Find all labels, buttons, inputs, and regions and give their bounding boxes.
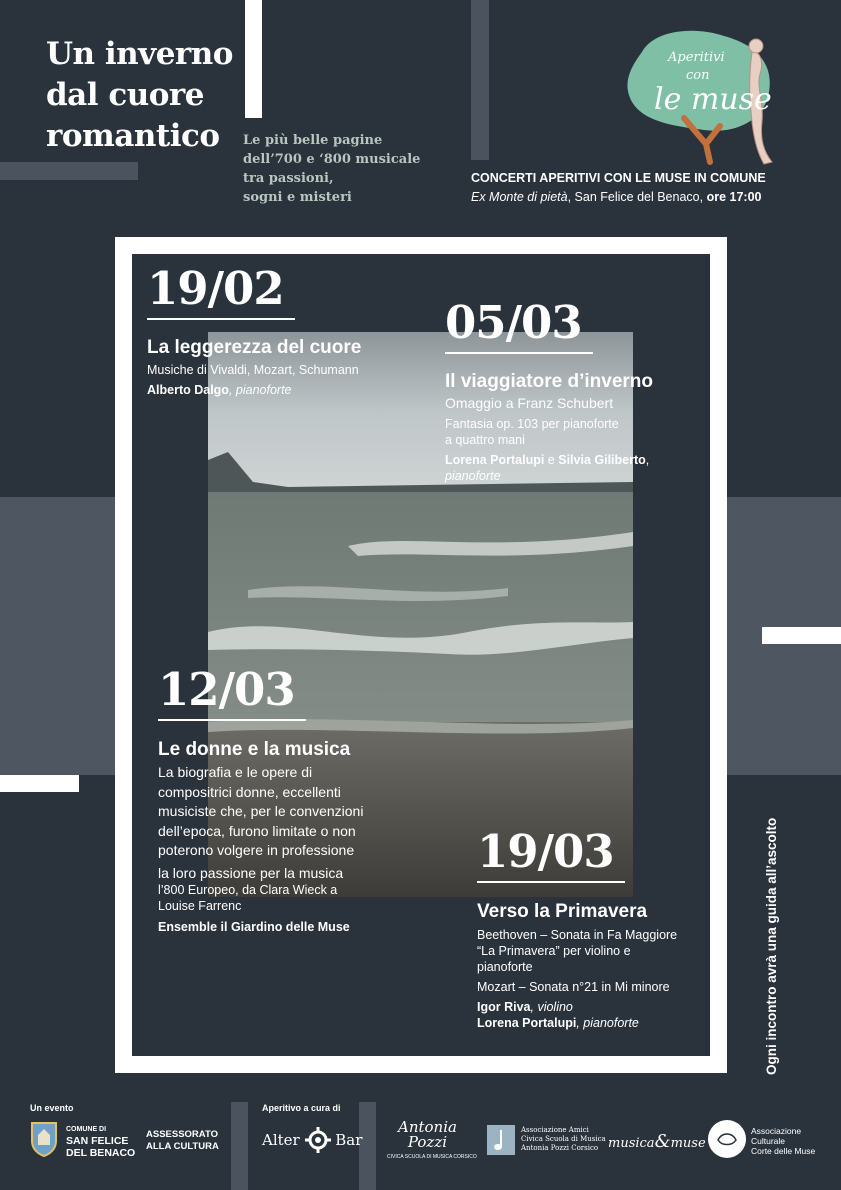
series-heading: CONCERTI APERITIVI CON LE MUSE IN COMUNE: [471, 171, 766, 185]
amici-name: [521, 1126, 606, 1153]
decor-bar-white-left: [0, 775, 79, 792]
description-line: compositrici donne, eccellenti: [158, 783, 341, 800]
event-program: [477, 927, 677, 995]
performer-instrument: , pianoforte: [576, 1016, 639, 1030]
performer-instrument: , violino: [530, 1000, 573, 1014]
program-line: “La Primavera” per violino e: [477, 944, 631, 958]
comune-line: DEL BENACO: [66, 1147, 136, 1159]
performer-name: Lorena Portalupi: [477, 1016, 577, 1030]
event-program: [445, 416, 619, 448]
event-date: 12/03: [158, 663, 295, 716]
event-title: Il viaggiatore d’inverno: [445, 371, 653, 392]
footer-un-evento: Un evento: [30, 1103, 74, 1113]
subtitle-line: sogni e misteri: [243, 190, 352, 205]
event-date: 19/02: [147, 262, 284, 315]
note-icon: [487, 1125, 515, 1155]
aperitivi-logo: [624, 22, 784, 167]
performer-instrument: , pianoforte: [228, 383, 292, 397]
comune-line: SAN FELICE: [66, 1135, 129, 1147]
performer-name: Igor Riva: [477, 1000, 531, 1014]
program-line: a quattro mani: [445, 433, 525, 447]
side-note: Ogni incontro avrà una guida all’ascolto: [764, 817, 779, 1075]
assessorato-line: ALLA CULTURA: [146, 1141, 219, 1152]
comune-name: [66, 1125, 135, 1159]
performer-comma: ,: [645, 453, 650, 467]
event-performer: [477, 999, 639, 1031]
venue-place: , San Felice del Benaco,: [567, 190, 707, 204]
venue-name: Ex Monte di pietà: [471, 190, 568, 204]
event-date: 05/03: [445, 296, 582, 349]
decor-bar-gray-top: [471, 0, 489, 160]
footer-aperitivo: Aperitivo a cura di: [262, 1103, 341, 1113]
muse-word: muse: [670, 1136, 706, 1151]
page-title: [46, 34, 233, 157]
alterbar-bar: Bar: [335, 1131, 363, 1149]
musica-word: musica: [608, 1136, 655, 1151]
subtitle-line: tra passioni,: [243, 171, 334, 186]
pozzi-logo: [398, 1120, 457, 1150]
venue-time: ore 17:00: [706, 190, 762, 204]
date-underline: [147, 318, 295, 320]
description-line: poterono volgere in professione: [158, 842, 355, 858]
event-date: 19/03: [477, 825, 614, 878]
description-line: la loro passione per la musica: [158, 864, 344, 881]
musica-muse-logo: [608, 1131, 706, 1152]
alterbar-logo: [262, 1127, 362, 1157]
amici-line: Antonia Pozzi Corsico: [521, 1144, 599, 1152]
logo-line: con: [686, 68, 710, 83]
corte-logo-icon: [708, 1120, 746, 1158]
amici-line: Civica Scuola di Musica: [521, 1135, 606, 1143]
event-performer: [147, 382, 292, 398]
event-performer: Ensemble il Giardino delle Muse: [158, 920, 350, 934]
decor-bar-left: [0, 162, 138, 180]
venue-line: [471, 190, 761, 204]
title-line: dal cuore: [46, 77, 204, 113]
assessorato-line: ASSESSORATO: [146, 1129, 218, 1140]
corte-line: Corte delle Muse: [751, 1146, 816, 1156]
event-subtitle: Omaggio a Franz Schubert: [445, 395, 614, 411]
date-underline: [158, 719, 306, 721]
program-line: Fantasia op. 103 per pianoforte: [445, 417, 619, 431]
gear-icon: [305, 1127, 331, 1153]
event-title: Le donne e la musica: [158, 739, 351, 760]
performer-name: Silvia Giliberto: [558, 453, 646, 467]
performer-instrument: pianoforte: [445, 469, 501, 483]
pozzi-subtitle: CIVICA SCUOLA DI MUSICA CORSICO: [387, 1154, 477, 1160]
page-subtitle: [243, 131, 420, 207]
event-program: Musiche di Vivaldi, Mozart, Schumann: [147, 363, 359, 377]
logo-line: le muse: [654, 82, 772, 117]
event-description: [158, 763, 363, 883]
amici-line: Associazione Amici: [521, 1126, 589, 1134]
program-line: Mozart – Sonata n°21 in Mi minore: [477, 980, 670, 994]
comune-line: COMUNE DI: [66, 1126, 107, 1133]
performer-name: Alberto Dalgo: [147, 383, 229, 397]
ampersand-icon: &: [654, 1131, 671, 1152]
description-line: La biografia e le opere di: [158, 764, 313, 780]
corte-line: Culturale: [751, 1136, 786, 1146]
event-performer: [445, 452, 649, 484]
program-line: pianoforte: [477, 960, 533, 974]
date-underline: [445, 352, 593, 354]
comune-crest-icon: [30, 1121, 58, 1157]
program-line: Louise Farrenc: [158, 899, 242, 913]
alterbar-alter: Alter: [262, 1131, 300, 1149]
description-line: dell’epoca, furono limitate o non: [158, 822, 356, 839]
pozzi-line: Pozzi: [407, 1133, 448, 1151]
subtitle-line: dell’700 e ‘800 musicale: [243, 152, 421, 167]
decor-bar-white-top: [245, 0, 262, 118]
title-line: romantico: [46, 118, 220, 154]
program-line: l’800 Europeo, da Clara Wieck a: [158, 883, 338, 897]
event-title: Verso la Primavera: [477, 901, 648, 922]
logo-line: Aperitivi: [668, 50, 725, 65]
corte-line: Associazione: [751, 1126, 802, 1136]
title-line: Un inverno: [46, 36, 233, 72]
decor-bar-footer-1: [231, 1102, 248, 1190]
program-line: Beethoven – Sonata in Fa Maggiore: [477, 928, 678, 942]
assessorato: [146, 1129, 219, 1153]
event-title: La leggerezza del cuore: [147, 337, 362, 358]
pozzi-line: Antonia: [398, 1118, 457, 1136]
corte-name: [751, 1126, 815, 1156]
decor-bar-white-right: [762, 627, 841, 644]
performer-name: Lorena Portalupi: [445, 453, 545, 467]
subtitle-line: Le più belle pagine: [243, 133, 383, 148]
event-program: [158, 882, 337, 914]
performer-conj: e: [544, 453, 559, 467]
description-line: musiciste che, per le convenzioni: [158, 803, 364, 819]
date-underline: [477, 881, 625, 883]
